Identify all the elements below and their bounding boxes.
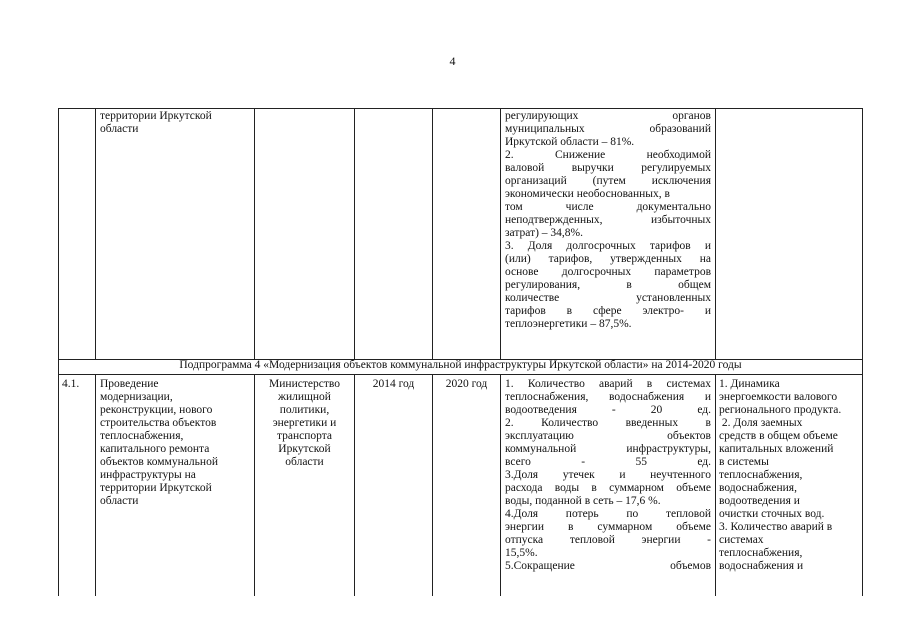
text-line: территории Иркутской <box>100 110 212 122</box>
program-table <box>58 108 863 596</box>
table-border-top <box>58 108 863 109</box>
text-line: коммунальной инфраструктуры, <box>505 443 711 455</box>
text-line: энергоемкости валового <box>719 391 838 403</box>
text-line: водоснабжения и <box>719 560 804 572</box>
top-row-results-cell <box>505 110 711 331</box>
executor-cell <box>255 378 354 469</box>
subprogram-title: Подпрограмма 4 «Модернизация объектов коммунальной инфраструктуры Иркутской области» на 2014-2020 годы <box>179 359 742 371</box>
text-line: Проведение <box>100 378 159 390</box>
col-divider-5-bottom <box>500 375 501 596</box>
text-line: 1. Динамика <box>719 378 780 390</box>
results-cell <box>505 378 711 573</box>
text-line: тарифов в сфере электро- и <box>505 305 711 317</box>
text-line: 3. Количество аварий в <box>719 521 833 533</box>
text-line: водоотведения и <box>719 495 800 507</box>
text-line: (или) тарифов, утвержденных на <box>505 253 711 265</box>
text-line: водоснабжения, <box>719 482 797 494</box>
text-line: капитальных вложений <box>719 443 834 455</box>
text-line: эксплуатацию объектов <box>505 430 711 442</box>
col-divider-3-top <box>354 108 355 359</box>
text-line: воды, поданной в сеть – 17,6 %. <box>505 495 661 507</box>
text-line: водоотведения - 20 ед. <box>505 404 711 416</box>
text-line: том числе документально <box>505 201 711 213</box>
text-line: 1. Количество аварий в системах <box>505 378 711 390</box>
text-line: инфраструктуры на <box>100 469 196 481</box>
table-border-left <box>58 108 59 596</box>
text-line: жилищной <box>278 391 331 403</box>
text-line: теплоснабжения, <box>719 469 803 481</box>
text-line: количестве установленных <box>505 292 711 304</box>
text-line: области <box>100 495 139 507</box>
top-row-event-cell <box>100 110 250 136</box>
text-line: территории Иркутской <box>100 482 212 494</box>
text-line: теплоэнергетики – 87,5%. <box>505 318 632 330</box>
text-line: системах <box>719 534 764 546</box>
event-cell <box>100 378 252 508</box>
col-divider-4-bottom <box>432 375 433 596</box>
col-divider-6-bottom <box>715 375 716 596</box>
col-divider-1-bottom <box>95 375 96 596</box>
text-line: области <box>100 123 139 135</box>
text-line: 4.Доля потерь по тепловой <box>505 508 711 520</box>
col-divider-6-top <box>715 108 716 359</box>
text-line: 15,5%. <box>505 547 538 559</box>
text-line: 2. Доля заемных <box>719 417 803 429</box>
text-line: регулирования, в общем <box>505 279 711 291</box>
text-line: 3. Доля долгосрочных тарифов и <box>505 240 711 252</box>
text-line: экономически необоснованных, в <box>505 188 670 200</box>
text-line: политики, <box>279 404 330 416</box>
text-line: основе долгосрочных параметров <box>505 266 711 278</box>
text-line: объектов коммунальной <box>100 456 218 468</box>
text-line: затрат) – 34,8%. <box>505 227 584 239</box>
text-line: строительства объектов <box>100 417 217 429</box>
end-year-cell: 2020 год <box>445 378 488 390</box>
col-divider-4-top <box>432 108 433 359</box>
text-line: отпуска тепловой энергии - <box>505 534 711 546</box>
text-line: Министерство <box>269 378 340 390</box>
col-divider-2-top <box>254 108 255 359</box>
text-line: очистки сточных вод. <box>719 508 825 520</box>
start-year-cell: 2014 год <box>372 378 415 390</box>
text-line: Иркутской <box>278 443 331 455</box>
page-number: 4 <box>449 54 456 68</box>
text-line: капитального ремонта <box>100 443 210 455</box>
text-line: муниципальных образований <box>505 123 711 135</box>
text-line: 2. Снижение необходимой <box>505 149 711 161</box>
text-line: теплоснабжения, <box>100 430 184 442</box>
col-divider-3-bottom <box>354 375 355 596</box>
text-line: 5.Сокращение объемов <box>505 560 711 572</box>
text-line: в системы <box>719 456 769 468</box>
text-line: регулирующих органов <box>505 110 711 122</box>
text-line: энергетики и <box>272 417 337 429</box>
text-line: теплоснабжения, водоснабжения и <box>505 391 711 403</box>
text-line: 3.Доля утечек и неучтенного <box>505 469 711 481</box>
text-line: энергии в суммарном объеме <box>505 521 711 533</box>
text-line: 2. Количество введенных в <box>505 417 711 429</box>
text-line: всего - 55 ед. <box>505 456 711 468</box>
col-divider-1-top <box>95 108 96 359</box>
text-line: теплоснабжения, <box>719 547 803 559</box>
col-divider-5-top <box>500 108 501 359</box>
text-line: организаций (путем исключения <box>505 175 711 187</box>
table-border-right <box>862 108 863 596</box>
text-line: Иркутской области – 81%. <box>505 136 635 148</box>
text-line: модернизации, <box>100 391 173 403</box>
text-line: регионального продукта. <box>719 404 842 416</box>
text-line: области <box>285 456 324 468</box>
text-line: средств в общем объеме <box>719 430 838 442</box>
row-divider-2 <box>58 374 863 375</box>
text-line: валовой выручки регулируемых <box>505 162 711 174</box>
text-line: транспорта <box>276 430 333 442</box>
indicators-cell <box>719 378 861 573</box>
text-line: реконструкции, нового <box>100 404 213 416</box>
text-line: расхода воды в суммарном объеме <box>505 482 711 494</box>
row-number: 4.1. <box>62 378 80 390</box>
text-line: неподтвержденных, избыточных <box>505 214 711 226</box>
